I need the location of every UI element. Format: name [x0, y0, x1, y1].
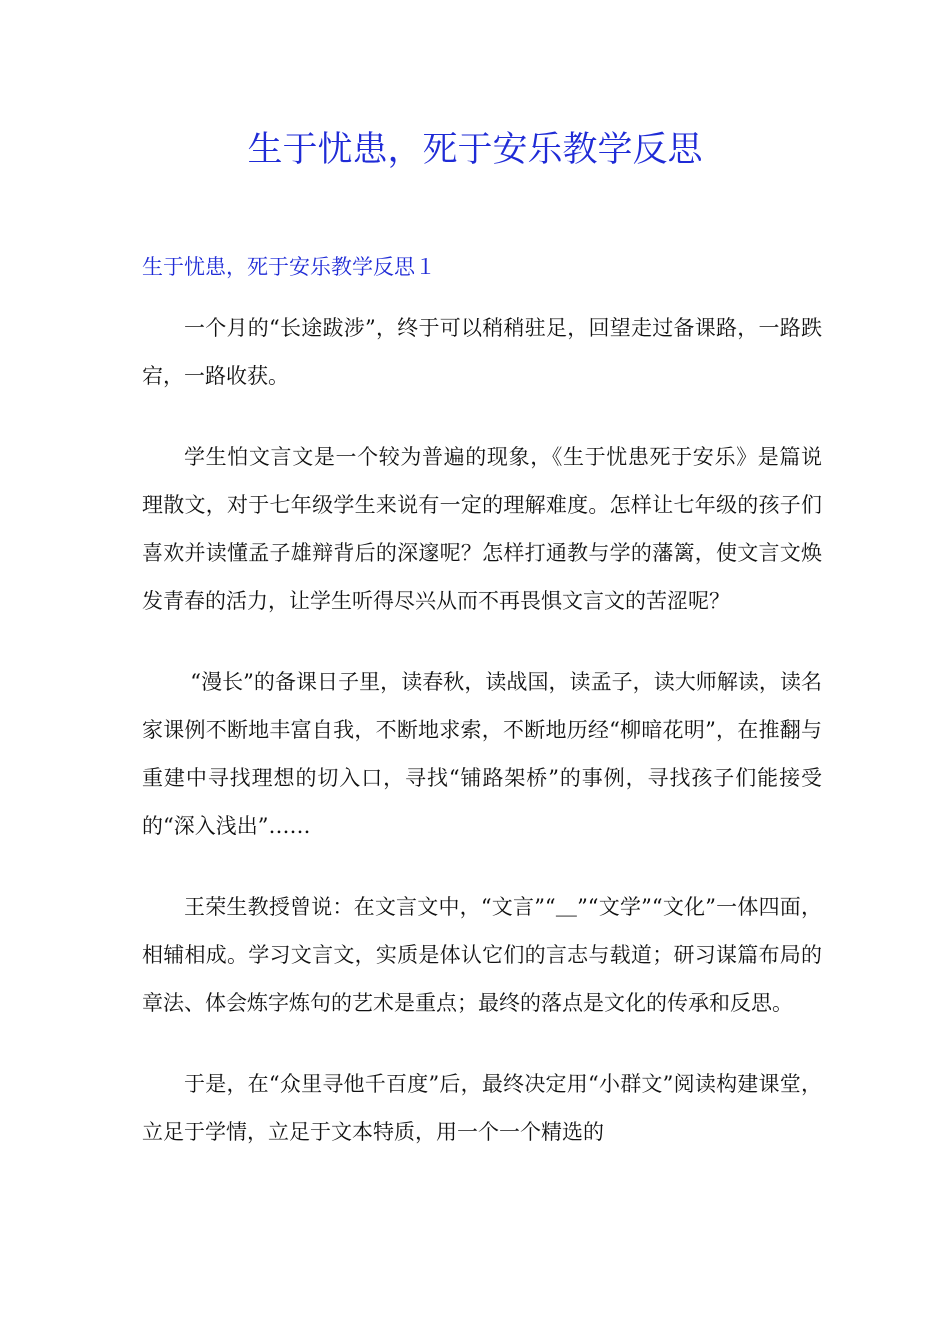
paragraph-3: “漫长”的备课日子里，读春秋，读战国，读孟子，读大师解读，读名家课例不断地丰富自我，不断地求索，不断地历经“柳暗花明”，在推翻与重建中寻找理想的切入口，寻找“铺路架桥”的事例，寻找孩子们能接受的“深入浅出”…… — [142, 670, 822, 838]
section-heading: 生于忧患，死于安乐教学反思１ — [142, 255, 436, 279]
paragraph-2: 学生怕文言文是一个较为普遍的现象，《生于忧患死于安乐》是篇说理散文，对于七年级学生来说有一定的理解难度。怎样让七年级的孩子们喜欢并读懂孟子雄辩背后的深邃呢？怎样打通教与学的藩篱，使文言文焕发青春的活力，让学生听得尽兴从而不再畏惧文言文的苦涩呢？ — [142, 445, 822, 613]
body-text — [142, 304, 822, 1189]
paragraph-5: 于是，在“众里寻他千百度”后，最终决定用“小群文”阅读构建课堂，立足于学情，立足于文本特质，用一个一个精选的 — [142, 1072, 822, 1144]
paragraph-4: 王荣生教授曾说：在文言文中，“文言”“＿”“文学”“文化”一体四面，相辅相成。学习文言文，实质是体认它们的言志与载道；研习谋篇布局的章法、体会炼字炼句的艺术是重点；最终的落点是文化的传承和反思。 — [142, 895, 822, 1015]
paragraph-1: 一个月的“长途跋涉”，终于可以稍稍驻足，回望走过备课路，一路跌宕，一路收获。 — [142, 316, 822, 388]
document-title: 生于忧患，死于安乐教学反思 — [247, 130, 703, 170]
